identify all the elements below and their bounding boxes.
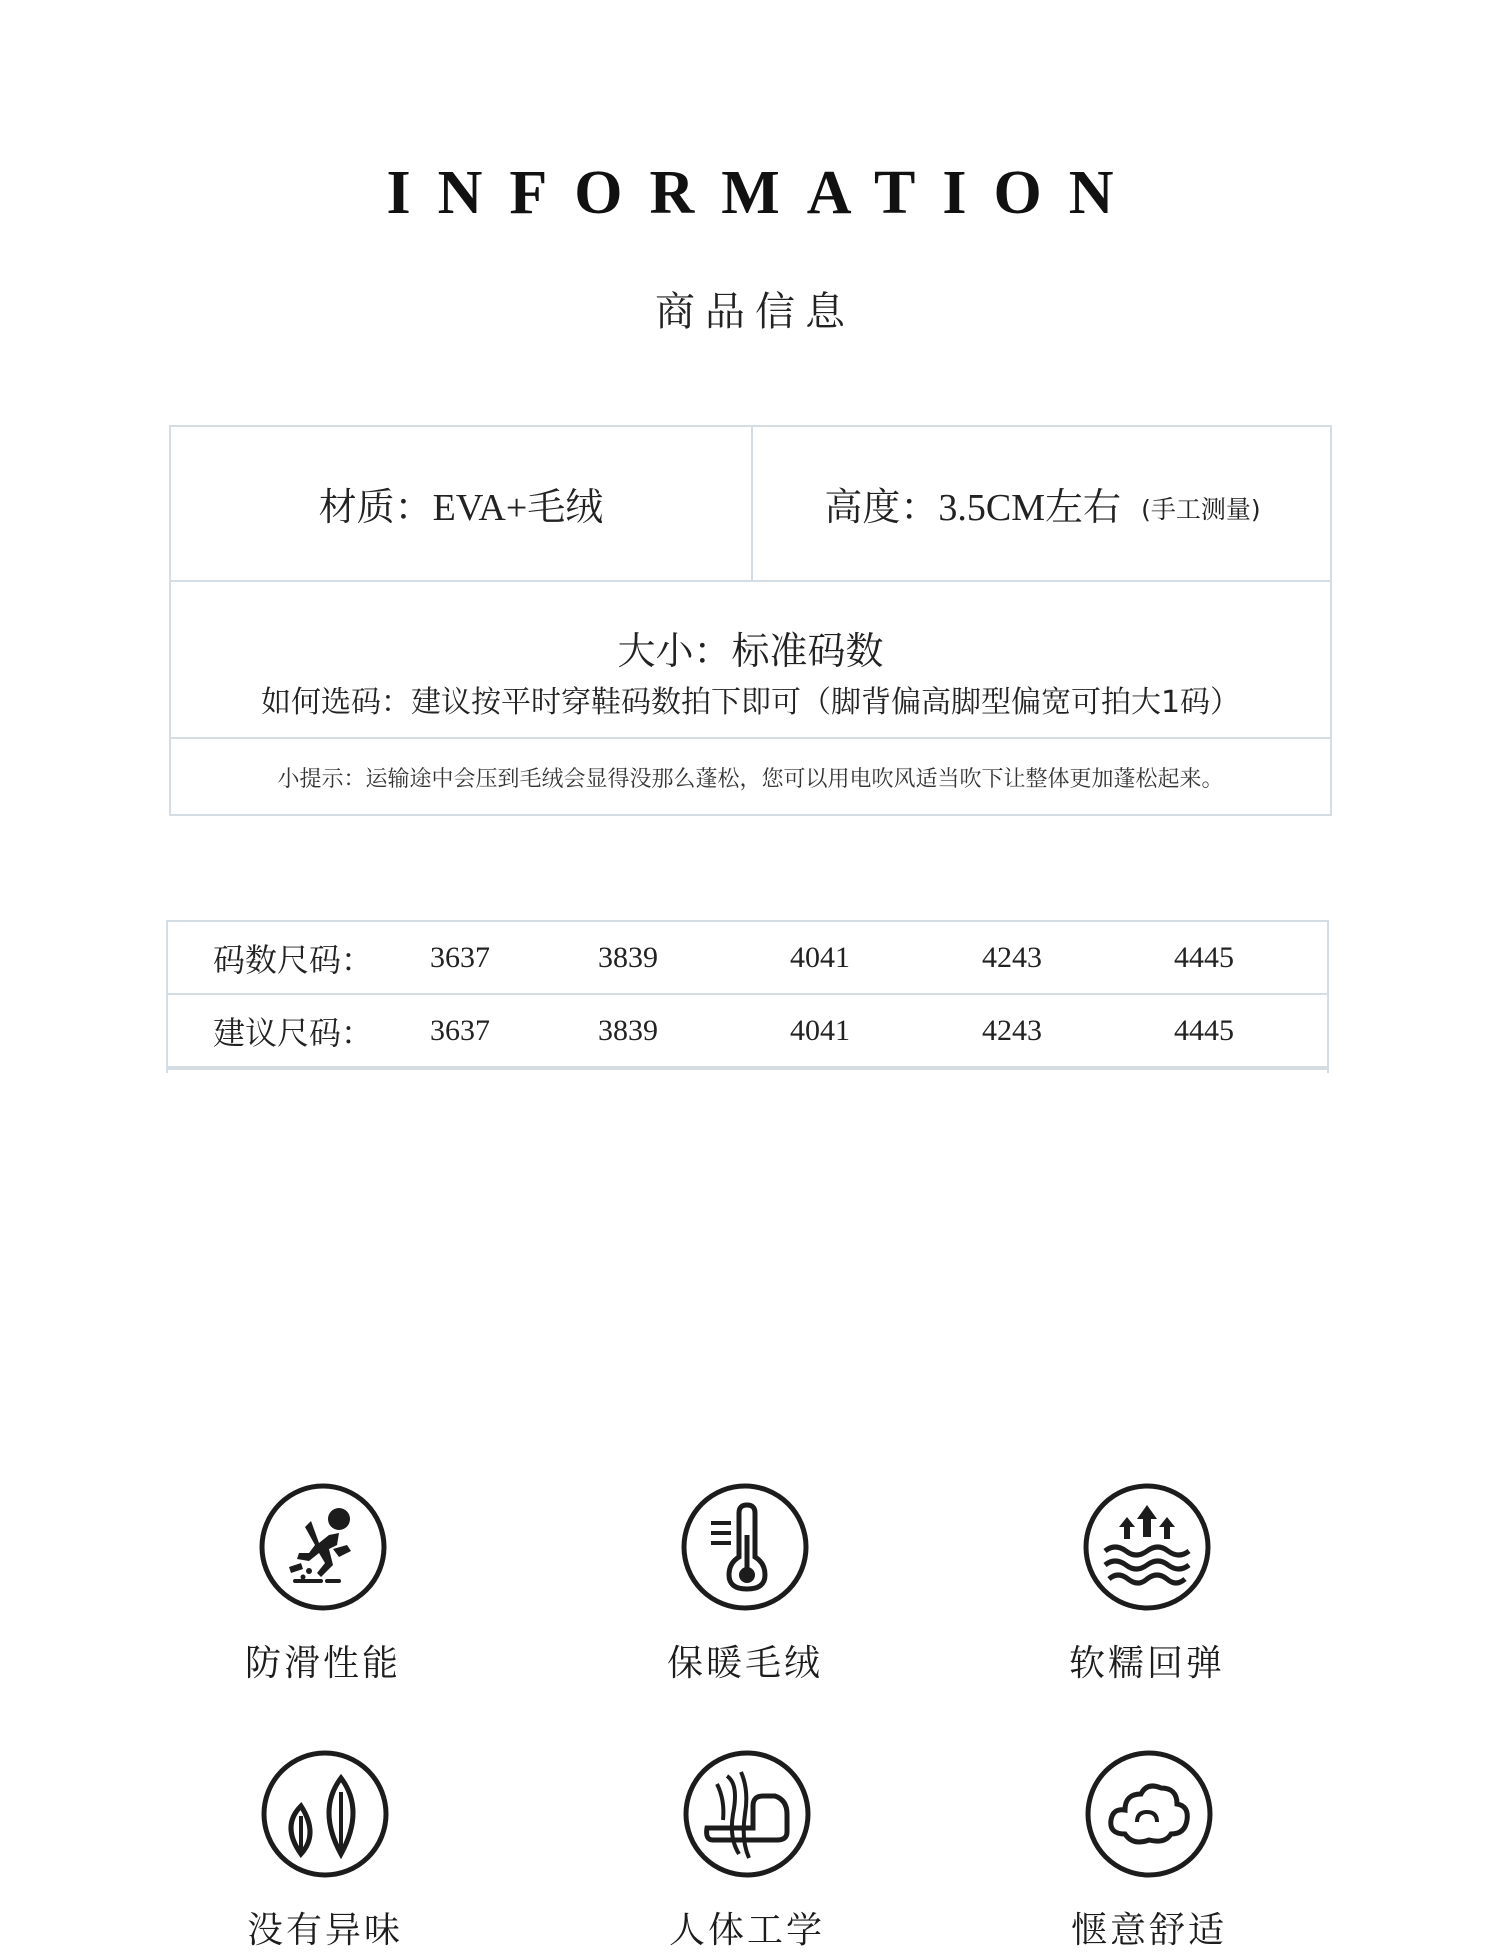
feature-warm-plush [595,1483,895,1686]
feature-comfortable [999,1750,1299,1953]
size-row-label: 码数尺码： [213,940,374,979]
leaf-icon [261,1750,389,1878]
size-cell: 3637 [430,1013,490,1047]
size-cell: 4445 [1174,940,1234,974]
size-cell: 4041 [790,940,850,974]
thermometer-icon [681,1483,809,1611]
page-title-en: INFORMATION [386,159,1141,227]
tip-text: 小提示：运输途中会压到毛绒会显得没那么蓬松，您可以用电吹风适当吹下让整体更加蓬松起来。 [277,767,1224,792]
feature-anti-slip [173,1483,473,1686]
size-row-label: 建议尺码： [213,1013,374,1052]
feature-label: 人体工学 [668,1910,825,1951]
info-row-material-height [171,427,1330,582]
size-title: 大小：标准码数 [617,629,884,673]
size-advice: 如何选码：建议按平时穿鞋码数拍下即可（脚背偏高脚型偏宽可拍大1码） [260,685,1241,720]
size-cell: 3637 [430,940,490,974]
anti-slip-icon [259,1483,387,1611]
page-title-cn: 商品信息 [655,289,855,335]
height-note: (手工测量) [1141,494,1261,524]
size-cell: 4243 [982,1013,1042,1047]
size-cell: 4243 [982,940,1042,974]
info-row-tip [171,739,1330,816]
size-cell: 3839 [598,1013,658,1047]
feature-label: 防滑性能 [244,1643,401,1684]
product-info-table [169,425,1332,816]
material-text: 材质：EVA+毛绒 [318,487,604,529]
feature-ergonomic [597,1750,897,1953]
slipper-icon [683,1750,811,1878]
cloud-icon [1085,1750,1213,1878]
feature-label: 惬意舒适 [1070,1910,1227,1951]
size-table-divider [166,1068,1329,1070]
height-text: 高度：3.5CM左右 [824,487,1122,529]
info-row-size [171,582,1330,739]
feature-label: 软糯回弹 [1068,1643,1225,1684]
feature-label: 保暖毛绒 [666,1643,823,1684]
size-row [168,995,1327,1068]
size-cell: 3839 [598,940,658,974]
size-table [166,920,1329,1073]
size-cell: 4041 [790,1013,850,1047]
material-cell [171,427,753,580]
feature-label: 没有异味 [246,1910,403,1951]
rebound-icon [1083,1483,1211,1611]
size-row [168,922,1327,995]
feature-soft-rebound [997,1483,1297,1686]
size-cell: 4445 [1174,1013,1234,1047]
feature-no-odor [175,1750,475,1953]
height-cell [753,427,1332,580]
